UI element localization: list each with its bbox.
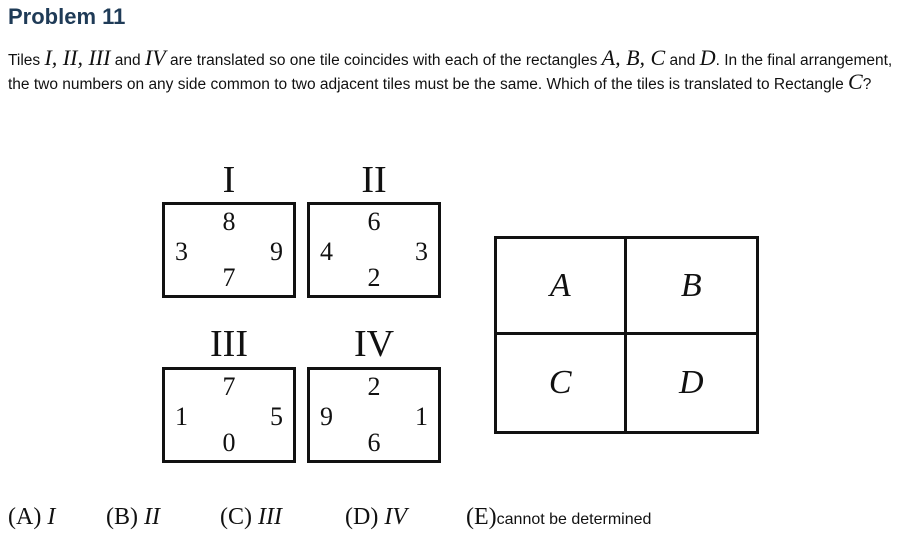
tile-iv-top-number: 2	[367, 372, 381, 401]
statement-math: IV	[144, 45, 166, 70]
tile-label-iii: III	[210, 323, 248, 365]
tile-ii-bottom-number: 2	[367, 263, 381, 292]
tile-ii	[307, 202, 441, 298]
statement-math: D	[699, 45, 716, 70]
choice-d-label: (D)	[345, 504, 379, 530]
statement-text: ?	[862, 76, 872, 93]
choice-a-label: (A)	[8, 504, 42, 530]
statement-math: C	[848, 69, 863, 94]
target-rectangle-grid	[494, 236, 759, 434]
statement-text: are translated so one tile coincides with each of the rectangles	[165, 52, 602, 69]
statement-math: A, B, C	[601, 45, 666, 70]
tile-ii-right-number: 3	[415, 237, 428, 266]
tile-label-iv: IV	[353, 323, 395, 365]
tile-i-left-number: 3	[175, 237, 188, 266]
choice-a-value: I	[47, 504, 56, 530]
rectangle-b: B	[627, 239, 757, 335]
rectangle-c: C	[497, 335, 627, 431]
tile-iv	[307, 367, 441, 463]
statement-math: I, II, III	[44, 45, 111, 70]
tile-iii	[162, 367, 296, 463]
tile-iv-bottom-number: 6	[367, 428, 381, 457]
statement-text: and	[110, 52, 145, 69]
tile-label-i: I	[222, 159, 236, 201]
tile-iii-right-number: 5	[270, 402, 283, 431]
tile-iii-left-number: 1	[175, 402, 188, 431]
tile-label-ii: II	[361, 159, 387, 201]
choice-d[interactable]	[345, 504, 407, 531]
statement-text: . In the final arrangement, the two numbers on any side common to two adjacent tiles must be the same. Which of the tiles is translated to Rectangle	[8, 52, 893, 93]
choice-d-value: IV	[384, 504, 407, 530]
choice-c[interactable]	[220, 504, 282, 531]
tile-ii-top-number: 6	[367, 207, 381, 236]
problem-title: Problem 11	[8, 4, 126, 29]
choice-e-label: (E)	[466, 504, 497, 530]
tile-iii-bottom-number: 0	[222, 428, 236, 457]
statement-text: and	[665, 52, 700, 69]
tile-i-bottom-number: 7	[222, 263, 236, 292]
tile-iv-left-number: 9	[320, 402, 333, 431]
choice-c-label: (C)	[220, 504, 252, 530]
tile-ii-left-number: 4	[320, 237, 333, 266]
tile-i	[162, 202, 296, 298]
tile-iv-right-number: 1	[415, 402, 428, 431]
choice-c-value: III	[258, 504, 282, 530]
choice-a[interactable]	[8, 504, 55, 531]
rectangle-d: D	[678, 364, 704, 401]
choice-e[interactable]	[466, 504, 651, 531]
tile-i-top-number: 8	[222, 207, 236, 236]
choice-b-label: (B)	[106, 504, 138, 530]
answer-choices	[8, 504, 888, 536]
rectangle-a: A	[497, 239, 627, 335]
tile-iii-top-number: 7	[222, 372, 236, 401]
choice-b-value: II	[144, 504, 160, 530]
choice-e-value: cannot be determined	[496, 511, 652, 528]
choice-b[interactable]	[106, 504, 160, 531]
statement-text: Tiles	[8, 52, 45, 69]
tile-i-right-number: 9	[270, 237, 283, 266]
